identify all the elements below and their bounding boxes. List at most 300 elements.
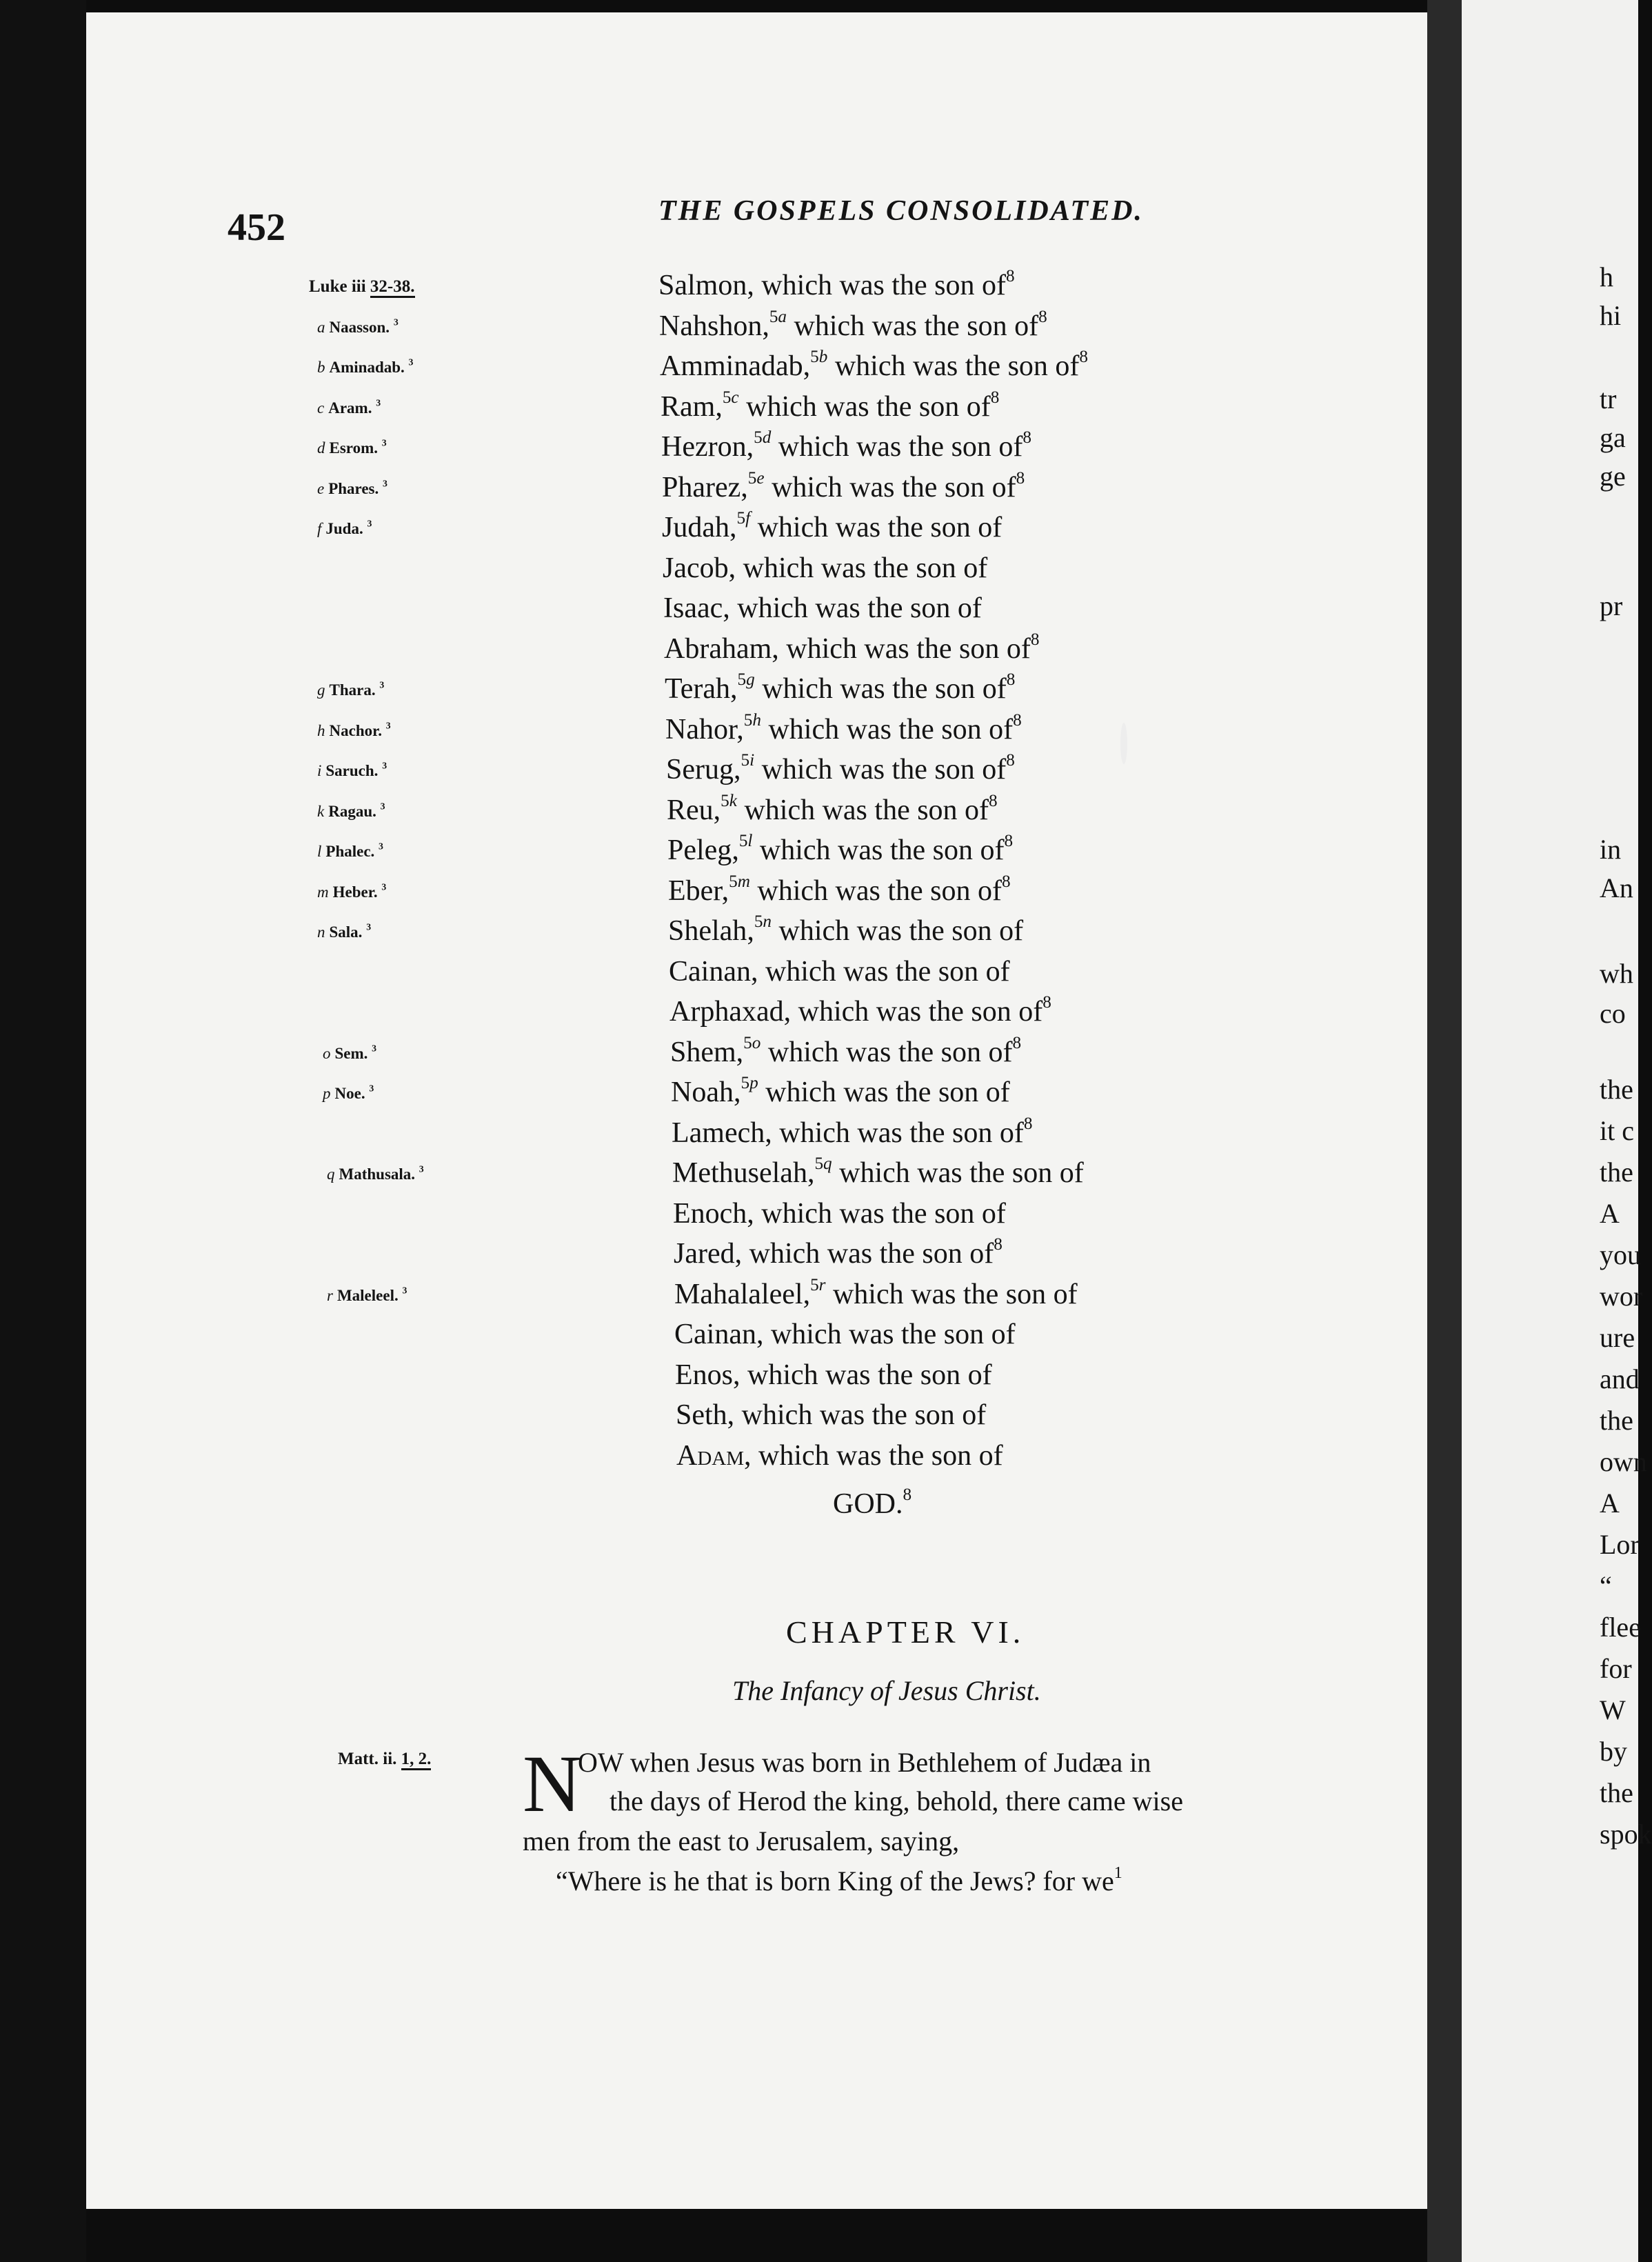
ancestor-name: Cainan (669, 956, 751, 988)
note-mark: h (317, 722, 325, 739)
paragraph-line-4 (556, 1864, 1122, 1896)
ancestor-name: Nahshon (659, 310, 763, 342)
genealogy-line (663, 554, 987, 583)
comma: , (741, 472, 748, 503)
facing-text-fragment: ge (1600, 461, 1626, 492)
genealogy-line (658, 267, 1015, 301)
footnote-refs (739, 832, 753, 850)
note-name: Phalec. (325, 843, 375, 860)
note-letter: r (818, 1276, 826, 1295)
facing-text-fragment: the (1600, 1777, 1633, 1808)
note-mark: i (317, 762, 322, 779)
genealogy-line (672, 1154, 1084, 1189)
side-note (317, 722, 391, 740)
facing-text-fragment: A (1600, 1198, 1620, 1229)
ancestor-name: Abraham (664, 633, 772, 665)
note-ref: 3 (379, 841, 383, 852)
comma: , (807, 1157, 815, 1189)
genealogy-line (675, 1361, 992, 1390)
note-name: Saruch. (325, 762, 379, 779)
genealogy-line (674, 1320, 1016, 1349)
comma: , (729, 512, 737, 543)
note-mark: l (317, 843, 322, 860)
ancestor-name: Hezron (661, 431, 747, 463)
final-ref: 8 (903, 1485, 912, 1505)
facing-text-fragment: and (1600, 1363, 1640, 1394)
ancestor-name: Peleg (667, 834, 732, 866)
facing-text-fragment: the (1600, 1074, 1633, 1105)
ancestor-name: Ram (661, 391, 716, 423)
note-mark: n (317, 923, 325, 941)
footnote-number: 5 (747, 469, 757, 488)
footnote-refs (744, 711, 761, 730)
relation-text: which was the son of (758, 956, 1010, 988)
genealogy-line (671, 1074, 1010, 1108)
footnote-number: 5 (814, 1154, 824, 1174)
side-note (317, 923, 371, 941)
facing-text-fragment: the (1600, 1157, 1633, 1188)
paragraph-line-2: the days of Herod the king, behold, there came wise (610, 1785, 1183, 1816)
footnote-refs (748, 469, 765, 488)
note-ref: 3 (379, 679, 385, 690)
footnote-number: 5 (810, 1276, 819, 1295)
relation-text: which was the son of (754, 270, 1006, 301)
footnote-refs (723, 388, 739, 407)
facing-text-fragment: An (1600, 872, 1633, 903)
reference-number: 8 (1030, 630, 1040, 650)
relation-text: which was the son of (752, 834, 1005, 866)
footnote-number: 5 (741, 751, 750, 770)
ancestor-name: Nahor (665, 714, 737, 745)
facing-text-fragment: hi (1600, 300, 1622, 331)
note-letter: q (823, 1154, 832, 1174)
genealogy-final (833, 1485, 912, 1521)
relation-text: which was the son of (751, 1440, 1003, 1472)
side-note (327, 1287, 407, 1305)
genealogy-line (665, 670, 1016, 705)
reference-book: Luke iii (309, 277, 370, 296)
note-mark: o (323, 1045, 331, 1062)
comma: , (721, 875, 729, 907)
side-note (317, 762, 387, 780)
reference-number: 8 (989, 792, 998, 811)
side-note (317, 399, 381, 417)
relation-text: which was the son of (750, 512, 1003, 543)
note-letter: m (737, 872, 750, 892)
footnote-refs (721, 792, 737, 810)
comma: , (733, 1077, 741, 1108)
footnote-number: 5 (741, 1074, 750, 1093)
note-letter: f (745, 509, 751, 528)
note-letter: d (762, 428, 772, 448)
genealogy-line (666, 751, 1015, 785)
relation-text: which was the son of (760, 1037, 1013, 1068)
paragraph-line-4-text: “Where is he that is born King of the Jews? for we (556, 1865, 1114, 1896)
footnote-refs (814, 1154, 832, 1173)
facing-text-fragment: pr (1600, 590, 1623, 621)
ancestor-name: Mahalaleel (674, 1279, 803, 1310)
genealogy-line (667, 832, 1014, 866)
comma: , (747, 915, 754, 947)
genealogy-line (669, 993, 1051, 1028)
reference-number: 8 (1079, 348, 1089, 367)
side-note (317, 439, 387, 457)
facing-text-fragment: h (1600, 261, 1613, 292)
footnote-refs (754, 912, 772, 931)
footnote-refs (810, 1276, 825, 1294)
comma: , (732, 834, 739, 866)
note-letter: l (747, 832, 753, 851)
relation-text: which was the son of (772, 915, 1024, 947)
note-name: Ragau. (328, 803, 376, 820)
comma: , (733, 1359, 741, 1391)
ancestor-name: Enos (675, 1359, 733, 1391)
note-mark: p (323, 1085, 331, 1102)
note-ref: 3 (381, 881, 387, 892)
facing-text-fragment: the (1600, 1405, 1633, 1436)
genealogy-line (668, 912, 1024, 947)
genealogy-line (664, 630, 1040, 665)
comma: , (756, 1319, 764, 1350)
footnote-refs (737, 509, 751, 528)
reference-verses: 1, 2. (401, 1750, 432, 1770)
note-mark: e (317, 480, 325, 497)
facing-text-fragment: spok (1600, 1819, 1652, 1850)
note-name: Nachor. (329, 722, 382, 739)
comma: , (772, 633, 779, 665)
side-note (323, 1045, 376, 1063)
comma: , (747, 270, 754, 301)
reference-number: 8 (1006, 670, 1016, 690)
genealogy-line (662, 509, 1003, 543)
footnote-refs (729, 872, 750, 891)
note-letter: g (746, 670, 755, 690)
relation-text: which was the son of (738, 391, 991, 423)
genealogy-line (674, 1276, 1078, 1310)
footnote-number: 5 (722, 388, 732, 408)
relation-text: which was the son of (736, 794, 989, 826)
note-mark: g (317, 681, 325, 699)
comma: , (762, 310, 769, 342)
reference-number: 8 (1004, 832, 1014, 851)
facing-text-fragment: own (1600, 1446, 1647, 1477)
comma: , (744, 1440, 752, 1472)
ancestor-name: Noah (671, 1077, 734, 1108)
comma: , (803, 350, 811, 382)
genealogy-line (663, 594, 982, 623)
reference-number: 8 (1038, 308, 1047, 327)
footnote-refs (741, 751, 755, 770)
comma: , (723, 592, 730, 624)
note-mark: m (317, 883, 329, 901)
facing-text-fragment: by (1600, 1736, 1627, 1767)
comma: , (713, 794, 721, 826)
relation-text: which was the son of (825, 1279, 1078, 1310)
relation-text: which was the son of (754, 754, 1007, 785)
note-name: Naasson. (329, 319, 390, 336)
note-name: Juda. (325, 520, 363, 537)
ancestor-name: Serug (666, 754, 734, 785)
paragraph-line-1: OW when Jesus was born in Bethlehem of Judæa in (578, 1747, 1151, 1778)
ancestor-name: Salmon (658, 270, 747, 301)
comma: , (727, 1399, 735, 1431)
facing-text-fragment: for (1600, 1653, 1632, 1684)
ancestor-name: Pharez (662, 472, 741, 503)
relation-text: which was the son of (760, 714, 1014, 745)
comma: , (765, 1117, 772, 1149)
side-note (317, 843, 383, 861)
reference-number: 8 (1006, 751, 1015, 770)
note-mark: r (327, 1287, 333, 1304)
genealogy-line (660, 348, 1089, 382)
relation-text: which was the son of (771, 431, 1023, 463)
reference-number: 8 (1012, 1034, 1022, 1053)
note-letter: a (778, 308, 787, 327)
side-note (317, 520, 372, 538)
comma: , (783, 996, 792, 1028)
footnote-refs (769, 308, 787, 326)
footnote-number: 5 (743, 711, 753, 730)
note-letter: h (752, 711, 761, 730)
side-note (317, 883, 386, 901)
ancestor-name: Jared (674, 1238, 735, 1270)
genealogy-line (667, 792, 998, 826)
ancestor-name: Reu (667, 794, 714, 826)
facing-text-fragment: ga (1600, 422, 1626, 453)
side-note (317, 681, 384, 699)
note-mark: f (317, 520, 322, 537)
note-name: Heber. (332, 883, 378, 901)
ancestor-name: Lamech (672, 1117, 765, 1149)
chapter-subtitle: The Infancy of Jesus Christ. (732, 1675, 1041, 1706)
side-note (317, 480, 387, 498)
side-note (323, 1085, 374, 1103)
ancestor-name: Methuselah (672, 1157, 807, 1189)
genealogy-line (676, 1401, 986, 1430)
note-letter: o (752, 1034, 761, 1053)
relation-text: which was the son of (734, 1399, 987, 1431)
relation-text: which was the son of (778, 633, 1031, 665)
ancestor-name: Cainan (674, 1319, 756, 1350)
reference-book: Matt. ii. (338, 1750, 401, 1768)
reference-number: 8 (1002, 872, 1011, 892)
footnote-refs (741, 1074, 758, 1092)
relation-text: which was the son of (787, 310, 1039, 342)
note-ref: 3 (382, 760, 387, 771)
facing-text-fragment: tr (1600, 383, 1617, 414)
ancestor-name: Seth (676, 1399, 727, 1431)
note-ref: 3 (385, 720, 391, 731)
note-ref: 3 (393, 317, 399, 328)
comma: , (803, 1279, 811, 1310)
comma: , (730, 673, 738, 705)
footnote-number: 5 (754, 428, 763, 448)
reference-number: 8 (1016, 469, 1025, 488)
genealogy-line (668, 872, 1011, 907)
facing-text-fragment: A (1600, 1488, 1620, 1519)
note-name: Mathusala. (339, 1165, 416, 1183)
note-ref: 3 (372, 1043, 377, 1054)
side-note (317, 803, 385, 821)
ancestor-name: Eber (668, 875, 722, 907)
facing-text-fragment: co (1600, 998, 1626, 1029)
footnote-number: 5 (721, 792, 729, 811)
comma: , (746, 431, 754, 463)
gutter-shadow (1427, 0, 1462, 2262)
note-ref: 3 (402, 1285, 407, 1296)
comma: , (715, 391, 723, 423)
note-ref: 3 (380, 801, 385, 812)
ancestor-name: Shem (670, 1037, 736, 1068)
note-name: Aminadab. (329, 359, 405, 376)
note-mark: b (317, 359, 325, 376)
reference-number: 8 (1013, 711, 1022, 730)
note-letter: b (818, 348, 828, 367)
genealogy-line (661, 388, 1000, 423)
note-ref: 3 (369, 1083, 374, 1094)
note-ref: 3 (419, 1163, 424, 1174)
genealogy-line (673, 1199, 1006, 1228)
genealogy-line (669, 957, 1010, 986)
reference-number: 8 (1023, 428, 1031, 448)
genealogy-line (672, 1114, 1033, 1149)
ancestor-name: Enoch (673, 1198, 747, 1230)
footnote-refs (738, 670, 755, 689)
genealogy-line (670, 1034, 1022, 1068)
footnote-refs (810, 348, 827, 366)
note-letter: i (749, 751, 755, 770)
note-letter: c (731, 388, 739, 408)
note-ref: 3 (376, 397, 381, 408)
genealogy-line (676, 1441, 1003, 1470)
footnote-number: 5 (754, 912, 763, 932)
reference-number: 8 (1023, 1114, 1033, 1134)
note-name: Thara. (329, 681, 376, 699)
reference-number: 8 (1042, 993, 1051, 1012)
side-note (327, 1165, 424, 1183)
note-name: Noe. (334, 1085, 365, 1102)
footnote-number: 5 (738, 832, 748, 851)
facing-text-fragment: wor (1600, 1281, 1643, 1312)
final-text: GOD. (833, 1488, 903, 1520)
relation-text: which was the son of (729, 592, 982, 624)
relation-text: which was the son of (827, 350, 1080, 382)
genealogy-line (659, 308, 1047, 342)
footnote-number: 5 (769, 308, 778, 327)
genealogy-line (674, 1235, 1003, 1270)
paragraph-line-3: men from the east to Jerusalem, saying, (523, 1825, 960, 1856)
facing-text-fragment: ure (1600, 1322, 1635, 1353)
note-ref: 3 (383, 478, 387, 489)
facing-text-fragment: wh (1600, 958, 1633, 989)
side-note (317, 319, 399, 337)
comma: , (728, 552, 736, 584)
comma: , (734, 754, 741, 785)
relation-text: which was the son of (832, 1157, 1084, 1189)
facing-text-fragment: in (1600, 834, 1622, 865)
facing-text-fragment: flee (1600, 1612, 1641, 1643)
note-ref: 3 (408, 357, 414, 368)
ancestor-name: Arphaxad (669, 996, 784, 1028)
footnote-number: 5 (736, 509, 746, 528)
note-mark: q (327, 1165, 335, 1183)
footnote-marker: 1 (1114, 1864, 1122, 1882)
relation-text: which was the son of (763, 1319, 1016, 1350)
relation-text: which was the son of (749, 875, 1003, 907)
note-name: Esrom. (329, 439, 378, 457)
footnote-number: 5 (743, 1034, 752, 1053)
note-letter: e (756, 469, 765, 488)
ancestor-name: Isaac (663, 592, 723, 624)
relation-text: which was the son of (758, 1077, 1010, 1108)
ancestor-name: Amminadab (660, 350, 803, 382)
footnote-refs (754, 428, 771, 447)
scan-left-edge (0, 0, 86, 2262)
comma: , (750, 956, 758, 988)
chapter-heading: CHAPTER VI. (786, 1614, 1025, 1650)
note-mark: c (317, 399, 325, 417)
relation-text: which was the son of (754, 673, 1007, 705)
facing-text-fragment: it c (1600, 1115, 1634, 1146)
reference-verses: 32-38. (370, 277, 415, 298)
margin-reference-matthew (338, 1750, 431, 1769)
facing-text-fragment: “ (1600, 1570, 1612, 1601)
note-name: Maleleel. (336, 1287, 399, 1304)
page-number: 452 (228, 206, 285, 249)
note-name: Phares. (328, 480, 379, 497)
note-mark: a (317, 319, 325, 336)
ancestor-name: Terah (665, 673, 730, 705)
note-letter: n (763, 912, 772, 932)
note-name: Aram. (328, 399, 372, 417)
relation-text: which was the son of (742, 1238, 994, 1270)
genealogy-line (661, 428, 1031, 463)
running-head: THE GOSPELS CONSOLIDATED. (658, 195, 1144, 227)
ancestor-name: Adam (676, 1440, 745, 1472)
reference-number: 8 (994, 1235, 1003, 1254)
note-letter: p (749, 1074, 758, 1093)
ancestor-name: Jacob (663, 552, 729, 584)
footnote-number: 5 (810, 348, 819, 367)
facing-text-fragment: you (1600, 1239, 1641, 1270)
note-name: Sala. (329, 923, 363, 941)
note-name: Sem. (334, 1045, 368, 1062)
ancestor-name: Judah (662, 512, 729, 543)
comma: , (736, 1037, 744, 1068)
relation-text: which was the son of (772, 1117, 1024, 1149)
note-mark: d (317, 439, 325, 457)
side-note (317, 359, 413, 377)
reference-number: 8 (1005, 267, 1015, 286)
comma: , (736, 714, 744, 745)
reference-number: 8 (990, 388, 1000, 408)
footnote-number: 5 (737, 670, 747, 690)
relation-text: which was the son of (764, 472, 1016, 503)
footnote-refs (743, 1034, 760, 1052)
drop-cap: N (523, 1739, 582, 1829)
comma: , (734, 1238, 743, 1270)
note-letter: k (729, 792, 737, 811)
comma: , (747, 1198, 754, 1230)
facing-text-fragment: W (1600, 1694, 1626, 1725)
genealogy-line (662, 469, 1025, 503)
footnote-number: 5 (729, 872, 738, 892)
note-mark: k (317, 803, 325, 820)
note-ref: 3 (366, 921, 372, 932)
ancestor-name: Shelah (668, 915, 747, 947)
margin-reference-luke (309, 277, 415, 297)
relation-text: which was the son of (740, 1359, 992, 1391)
